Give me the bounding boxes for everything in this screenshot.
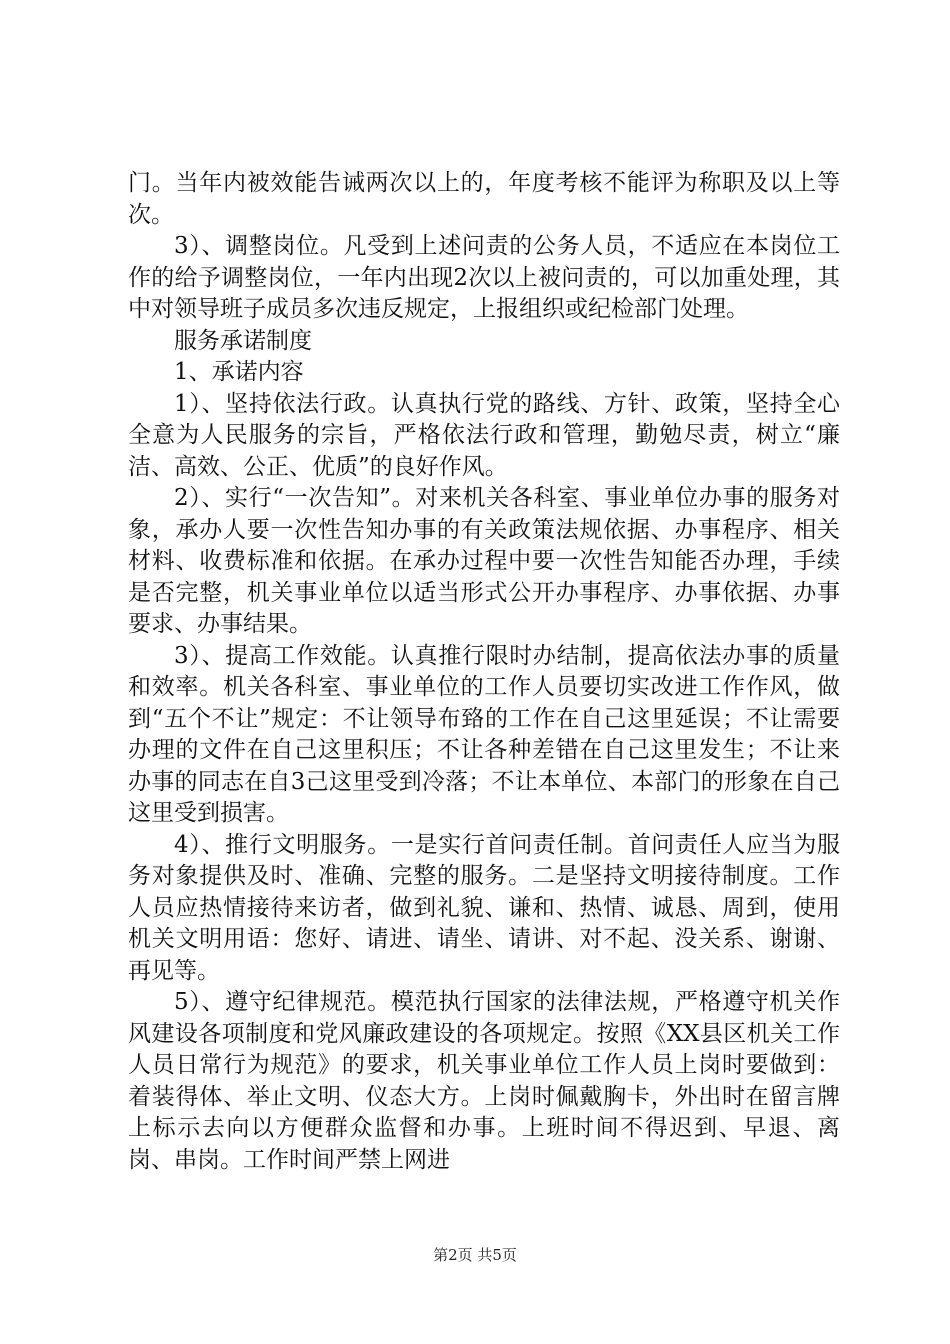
paragraph-6: 2）、实行“一次告知”。对来机关各科室、事业单位办事的服务对象，承办人要一次性告知办事的有关政策法规依据、办事程序、相关材料、收费标准和依据。在承办过程中要一次性告知能否办理，手续是否完整，机关事业单位以适当形式公开办事程序、办事依据、办事要求、办事结果。 (128, 485, 840, 637)
paragraph-2: 3）、调整岗位。凡受到上述问责的公务人员，不适应在本岗位工作的给予调整岗位，一年内出现2次以上被问责的，可以加重处理，其中对领导班子成员多次违反规定，上报组织或纪检部门处理。 (128, 233, 840, 322)
paragraph-8: 4）、推行文明服务。一是实行首问责任制。首问责任人应当为服务对象提供及时、准确、完整的服务。二是坚持文明接待制度。工作人员应热情接待来访者，做到礼貌、谦和、热情、诚恳、周到，使用机关文明用语：您好、请进、请坐、请讲、对不起、没关系、谢谢、再见等。 (128, 831, 840, 984)
paragraph-9: 5）、遵守纪律规范。模范执行国家的法律法规，严格遵守机关作风建设各项制度和党风廉政建设的各项规定。按照《XX县区机关工作人员日常行为规范》的要求，机关事业单位工作人员上岗时要做到：着装得体、举止文明、仪态大方。上岗时佩戴胸卡，外出时在留言牌上标示去向以方便群众监督和办事。上班时间不得迟到、早退、离岗、串岗。工作时间严禁上网进 (128, 989, 840, 1173)
paragraph-7: 3）、提高工作效能。认真推行限时办结制，提高依法办事的质量和效率。机关各科室、事业单位的工作人员要切实改进工作作风，做到“五个不让”规定：不让领导布臵的工作在自己这里延误；不让需要办理的文件在自己这里积压；不让各种差错在自己这里发生；不让来办事的同志在自3己这里受到冷落；不让本单位、本部门的形象在自己这里受到损害。 (128, 642, 840, 826)
subsection-heading: 1、承诺内容 (174, 359, 304, 385)
paragraph-1: 门。当年内被效能告诫两次以上的，年度考核不能评为称职及以上等次。 (128, 170, 840, 228)
document-body (128, 168, 840, 1176)
page-number-footer: 第2页 共5页 (433, 1246, 517, 1264)
section-heading: 服务承诺制度 (174, 327, 312, 354)
paragraph-5: 1）、坚持依法行政。认真执行党的路线、方针、政策，坚持全心全意为人民服务的宗旨，严格依法行政和管理，勤勉尽责，树立“廉洁、高效、公正、优质”的良好作风。 (128, 390, 840, 480)
